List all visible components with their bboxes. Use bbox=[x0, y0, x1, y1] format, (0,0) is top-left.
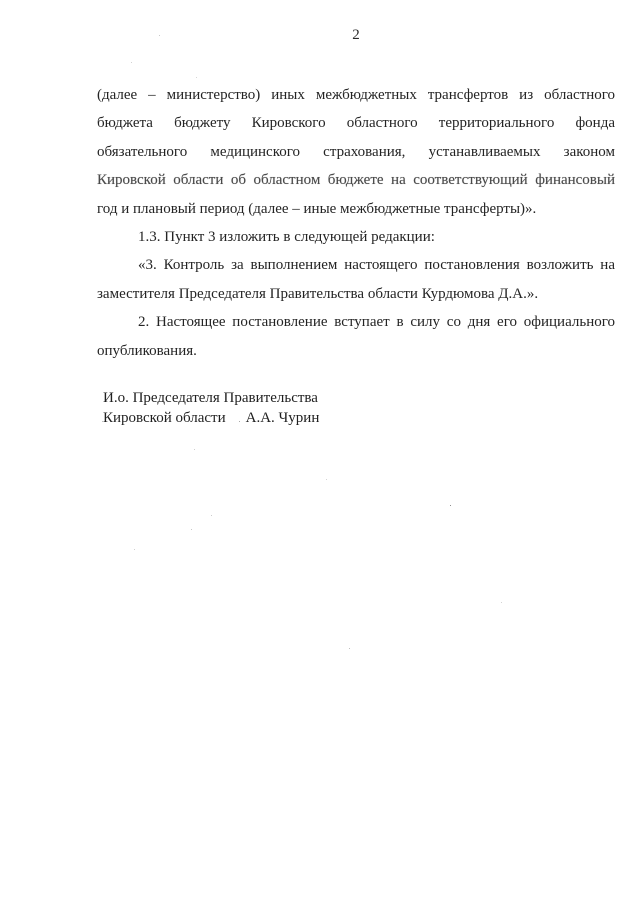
text-line: год и плановый период (далее – иные межбюджетные трансферты)». bbox=[97, 200, 537, 217]
text-line: заместителя Председателя Правительства области Курдюмова Д.А.». bbox=[97, 285, 539, 302]
text-line-item-1-3: 1.3. Пункт 3 изложить в следующей редакции: bbox=[138, 229, 435, 246]
text-line: опубликования. bbox=[97, 342, 197, 359]
text-line: обязательного медицинского страхования, устанавливаемых законом bbox=[97, 143, 615, 160]
page-number: 2 bbox=[352, 27, 360, 43]
signatory-title: И.о. Председателя Правительства bbox=[103, 390, 318, 407]
signatory-name: А.А. Чурин bbox=[245, 410, 320, 427]
document-body bbox=[0, 81, 640, 365]
text-line: (далее – министерство) иных межбюджетных трансфертов из областного bbox=[97, 87, 615, 103]
signatory-region: Кировской области bbox=[103, 410, 226, 427]
text-line: бюджета бюджету Кировского областного территориального фонда bbox=[97, 115, 615, 132]
text-line: «3. Контроль за выполнением настоящего постановления возложить на bbox=[138, 257, 615, 274]
scan-noise bbox=[0, 0, 1, 1]
signatory-line bbox=[103, 408, 615, 428]
text-line: Кировской области об областном бюджете на соответствующий финансовый bbox=[97, 172, 615, 189]
text-line-item-2: 2. Настоящее постановление вступает в силу со дня его официального bbox=[138, 314, 615, 331]
signature-block bbox=[0, 388, 640, 428]
